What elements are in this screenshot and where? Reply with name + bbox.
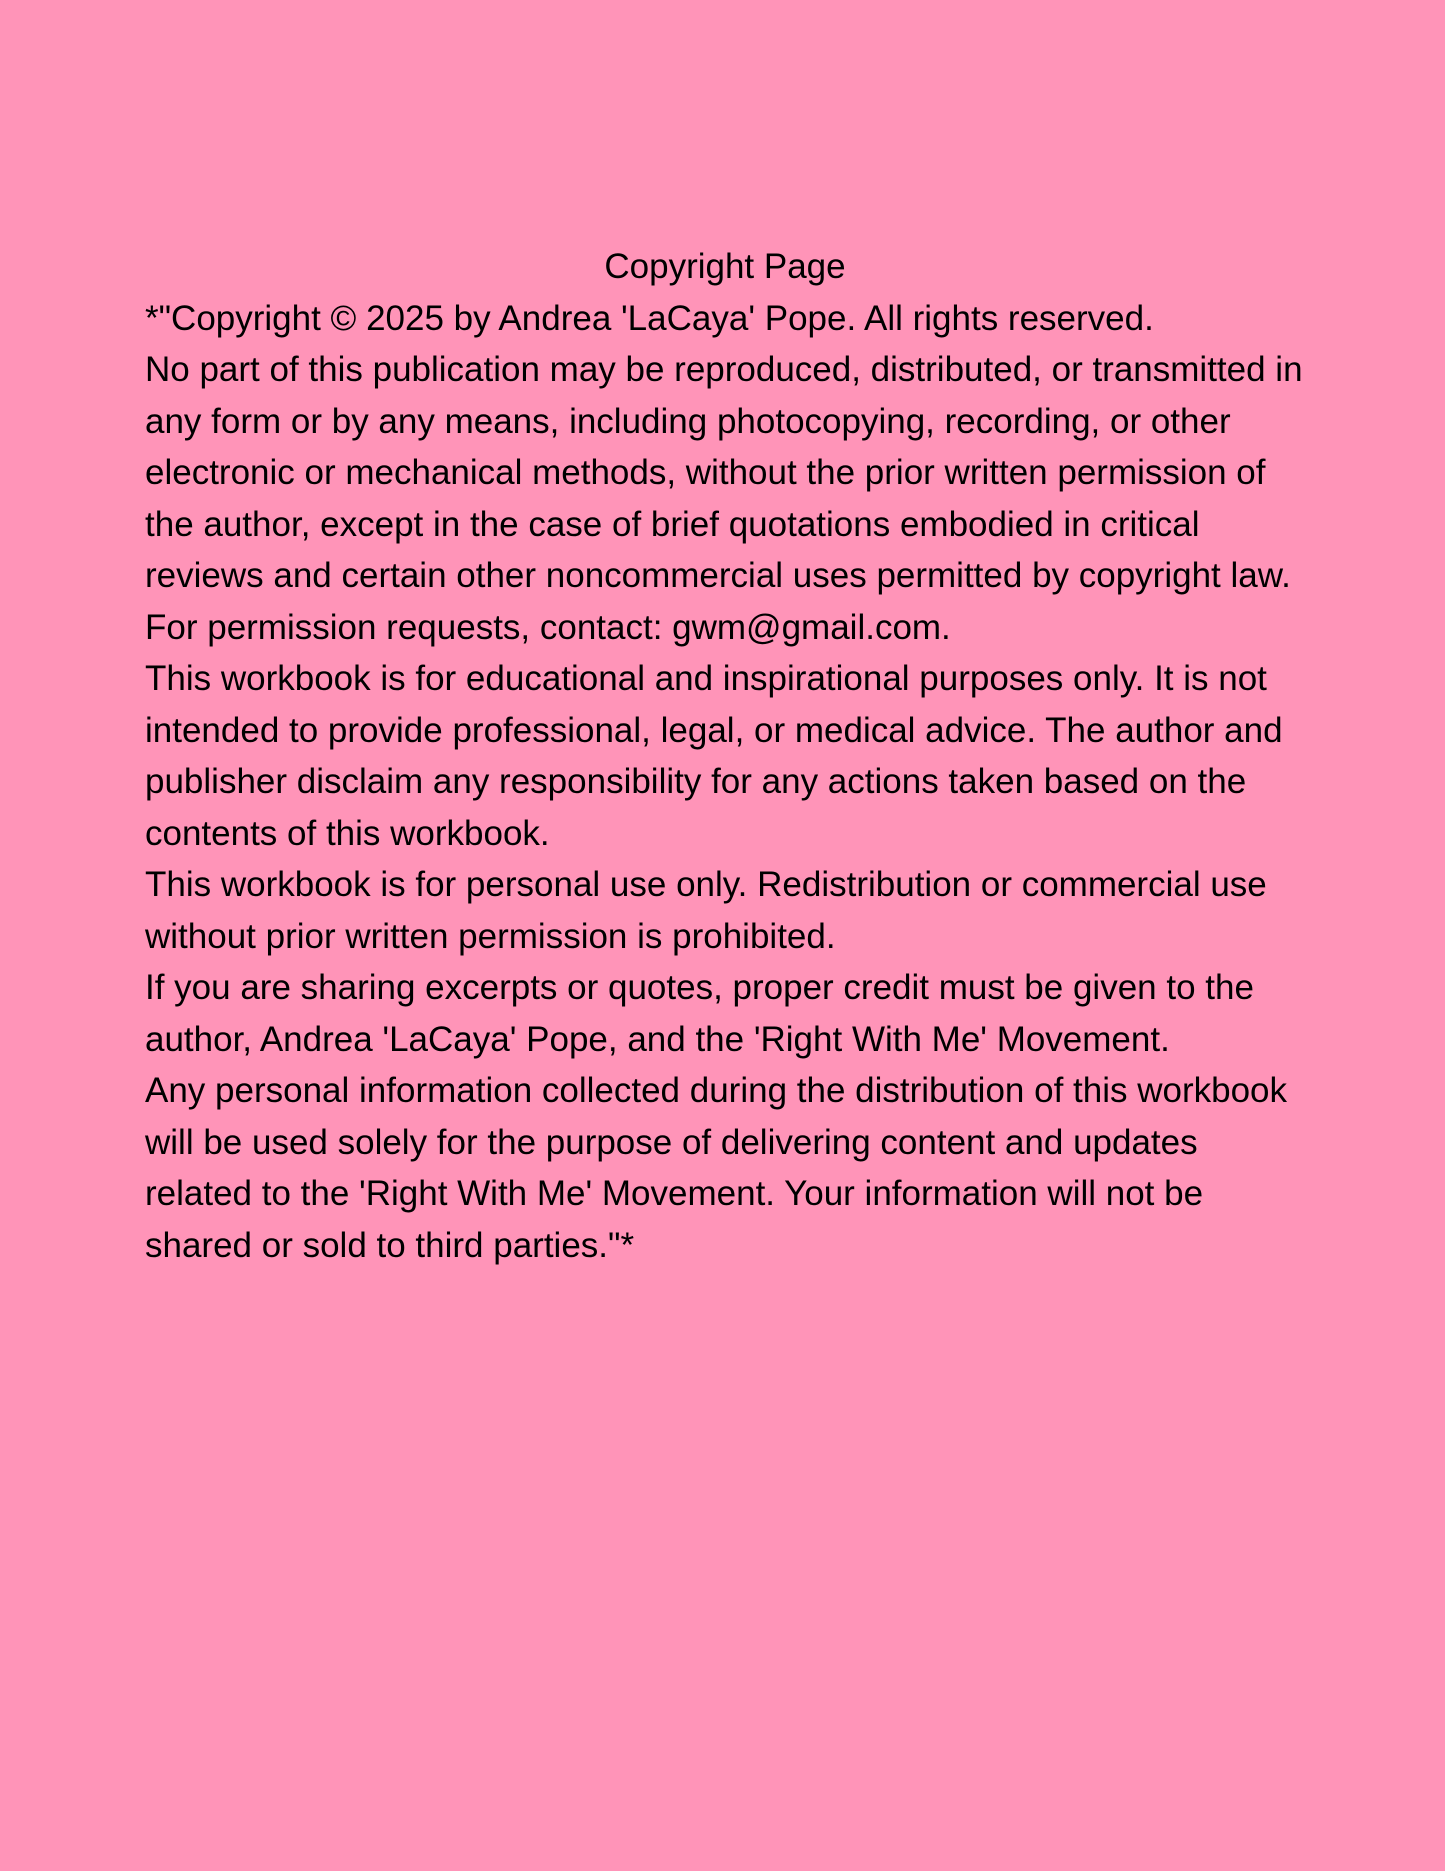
copyright-statement: *"Copyright © 2025 by Andrea 'LaCaya' Pope. All rights reserved. (145, 298, 1154, 338)
permission-contact: For permission requests, contact: gwm@gmail.com. (145, 607, 951, 647)
reproduction-notice: No part of this publication may be reproduced, distributed, or transmitted in any form or by any means, including photocopying, recording, or other electronic or mechanical methods, without the prior written permission of the author, except in the case of brief quotations embodied in critical reviews and certain other noncommercial uses permitted by copyright law. (145, 350, 1303, 595)
disclaimer: This workbook is for educational and inspirational purposes only. It is not intended to provide professional, legal, or medical advice. The author and publisher disclaim any responsibility for any actions taken based on the contents of this workbook. (145, 659, 1283, 853)
privacy-notice: Any personal information collected during the distribution of this workbook will be used solely for the purpose of delivering content and updates related to the 'Right With Me' Movement. Your information will not be shared or sold to third parties."* (145, 1071, 1288, 1265)
page-title: Copyright Page (604, 247, 846, 286)
credit-notice: If you are sharing excerpts or quotes, proper credit must be given to the author, Andrea 'LaCaya' Pope, and the 'Right With Me' Movement. (145, 968, 1254, 1059)
copyright-content (145, 241, 1305, 1271)
personal-use-notice: This workbook is for personal use only. Redistribution or commercial use without prior written permission is prohibited. (145, 865, 1267, 956)
